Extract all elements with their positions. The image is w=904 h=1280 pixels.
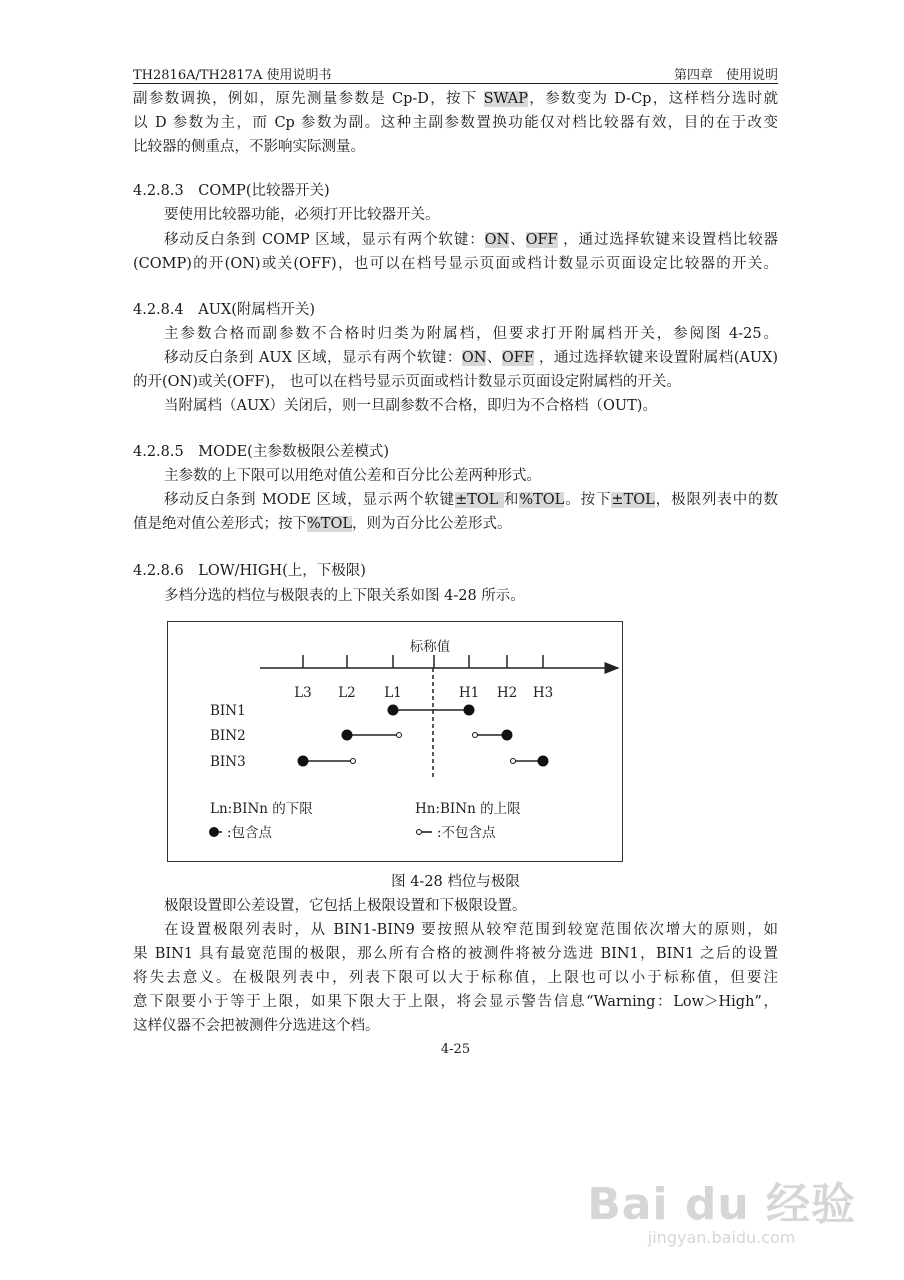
text-line [133, 992, 778, 1012]
included-point [298, 756, 308, 766]
bin-limits-diagram [167, 621, 623, 862]
excluded-point [472, 732, 477, 737]
softkey-label: SWAP [483, 91, 528, 107]
text-span: 副参数调换，例如，原先测量参数是 Cp-D，按下 [133, 91, 484, 107]
softkey-label: OFF [525, 232, 558, 248]
text-span: 。按下 [564, 492, 612, 508]
tick-label: H3 [532, 684, 553, 701]
text-span: 将失去意义。在极限列表中，列表下限可以大于标称值，上限也可以小于标称值，但要注 [133, 970, 778, 986]
text-line [164, 230, 778, 250]
text-span: ，极限列表中的数 [654, 492, 778, 508]
included-point [388, 705, 398, 715]
text-span: 、 [509, 232, 526, 248]
text-span: 4.2.8.3 COMP(比较器开关) [133, 183, 330, 199]
text-span: 比较器的侧重点，不影响实际测量。 [133, 139, 365, 155]
text-span: 、 [486, 350, 502, 366]
text-span: 极限设置即公差设置，它包括上极限设置和下极限设置。 [164, 898, 527, 914]
text-span: 的开(ON)或关(OFF)， 也可以在档号显示页面或档计数显示页面设定附属档的开关。 [133, 374, 681, 390]
text-line [164, 396, 778, 416]
text-span: 当附属档（AUX）关闭后，则一旦副参数不合格，即归为不合格档（OUT)。 [164, 398, 657, 414]
bin-label: BIN3 [209, 753, 246, 770]
text-span: 4.2.8.4 AUX(附属档开关) [133, 302, 316, 318]
text-span: 和 [503, 492, 520, 508]
text-line [133, 561, 778, 581]
text-line [133, 254, 778, 274]
included-point [538, 756, 548, 766]
text-line [164, 324, 778, 344]
included-point [502, 730, 512, 740]
open-dot-icon [416, 829, 421, 834]
text-span: 在设置极限列表时，从 BIN1-BIN9 要按照从较窄范围到较宽范围依次增大的原则，如 [164, 922, 778, 938]
softkey-label: ON [484, 232, 510, 248]
text-line [133, 968, 778, 988]
watermark-url: jingyan.baidu.com [647, 1228, 796, 1247]
text-span: ，则为百分比公差形式。 [351, 516, 512, 532]
text-span: 意下限要小于等于上限，如果下限大于上限，将会显示警告信息“Warning：Low＞High”， [133, 994, 778, 1010]
text-span: 移动反白条到 COMP 区域，显示有两个软键： [164, 232, 485, 248]
bin-label: BIN2 [209, 727, 246, 744]
text-span: (COMP)的开(ON)或关(OFF)，也可以在档号显示页面或档计数显示页面设定比较器的开关。 [133, 256, 778, 272]
text-line [133, 372, 778, 392]
text-span: 4.2.8.5 MODE(主参数极限公差模式) [133, 444, 389, 460]
text-span: 这样仪器不会把被测件分选进这个档。 [133, 1018, 380, 1034]
text-line [133, 300, 778, 320]
softkey-label: %TOL [307, 516, 352, 532]
nominal-label: 标称值 [409, 638, 450, 655]
included-point [342, 730, 352, 740]
included-point [464, 705, 474, 715]
softkey-label: ON [461, 350, 487, 366]
text-span: ，通过选择软键来设置档比较器 [557, 232, 778, 248]
figure-caption: 图 4-28 档位与极限 [391, 874, 520, 890]
text-span: ，参数变为 D-Cp，这样档分选时就 [527, 91, 778, 107]
header-chapter: 第四章 使用说明 [673, 68, 778, 83]
text-span: ，通过选择软键来设置附属档(AUX) [533, 350, 778, 366]
legend-ln: Ln:BINn 的下限 [209, 800, 313, 817]
text-line [133, 181, 778, 201]
page-number: 4-25 [440, 1042, 471, 1057]
text-span: 主参数的上下限可以用绝对值公差和百分比公差两种形式。 [164, 468, 541, 484]
text-line [133, 89, 778, 109]
bin-label: BIN1 [209, 702, 246, 719]
text-line [164, 490, 778, 510]
excluded-point [396, 732, 401, 737]
text-span: 果 BIN1 具有最宽范围的极限，那么所有合格的被测件将被分选进 BIN1，BIN1 之后的设置 [133, 946, 778, 962]
tick-label: H2 [496, 684, 517, 701]
text-line [133, 113, 778, 133]
header-rule [133, 83, 778, 84]
text-span: 多档分选的档位与极限表的上下限关系如图 4-28 所示。 [164, 588, 525, 604]
text-line [133, 514, 778, 534]
text-line [133, 137, 778, 157]
tick-label: H1 [458, 684, 479, 701]
tick-label: L3 [293, 684, 312, 701]
legend-excluded: :不包含点 [436, 824, 496, 841]
text-span: 4.2.8.6 LOW/HIGH(上，下极限) [133, 563, 366, 579]
text-span: 移动反白条到 AUX 区域，显示有两个软键： [164, 350, 462, 366]
figure-bin-limits [167, 621, 623, 862]
legend-hn: Hn:BINn 的上限 [414, 800, 521, 817]
text-line [133, 1016, 778, 1036]
softkey-label: %TOL [519, 492, 565, 508]
softkey-label: ±TOL [611, 492, 655, 508]
excluded-point [350, 758, 355, 763]
text-line [133, 944, 778, 964]
text-line [164, 205, 778, 225]
softkey-label: OFF [501, 350, 534, 366]
text-line [164, 920, 778, 940]
watermark [587, 1168, 856, 1247]
text-span: 移动反白条到 MODE 区域，显示两个软键 [164, 492, 456, 508]
legend-included: :包含点 [226, 824, 272, 841]
text-span: 主参数合格而副参数不合格时归类为附属档，但要求打开附属档开关，参阅图 4-25。 [164, 326, 778, 342]
text-line [164, 348, 778, 368]
excluded-point [510, 758, 515, 763]
tick-label: L2 [337, 684, 356, 701]
text-span: 值是绝对值公差形式；按下 [133, 516, 307, 532]
text-span: 要使用比较器功能，必须打开比较器开关。 [164, 207, 440, 223]
text-line [133, 442, 778, 462]
text-span: 以 D 参数为主，而 Cp 参数为副。这种主副参数置换功能仅对档比较器有效，目的在于改变 [133, 115, 778, 131]
softkey-label: ±TOL [455, 492, 504, 508]
tick-label: L1 [383, 684, 402, 701]
watermark-brand: Bai du 经验 [587, 1179, 856, 1230]
header-title: TH2816A/TH2817A 使用说明书 [133, 68, 332, 83]
text-line [164, 586, 778, 606]
text-line [164, 896, 778, 916]
text-line [164, 466, 778, 486]
